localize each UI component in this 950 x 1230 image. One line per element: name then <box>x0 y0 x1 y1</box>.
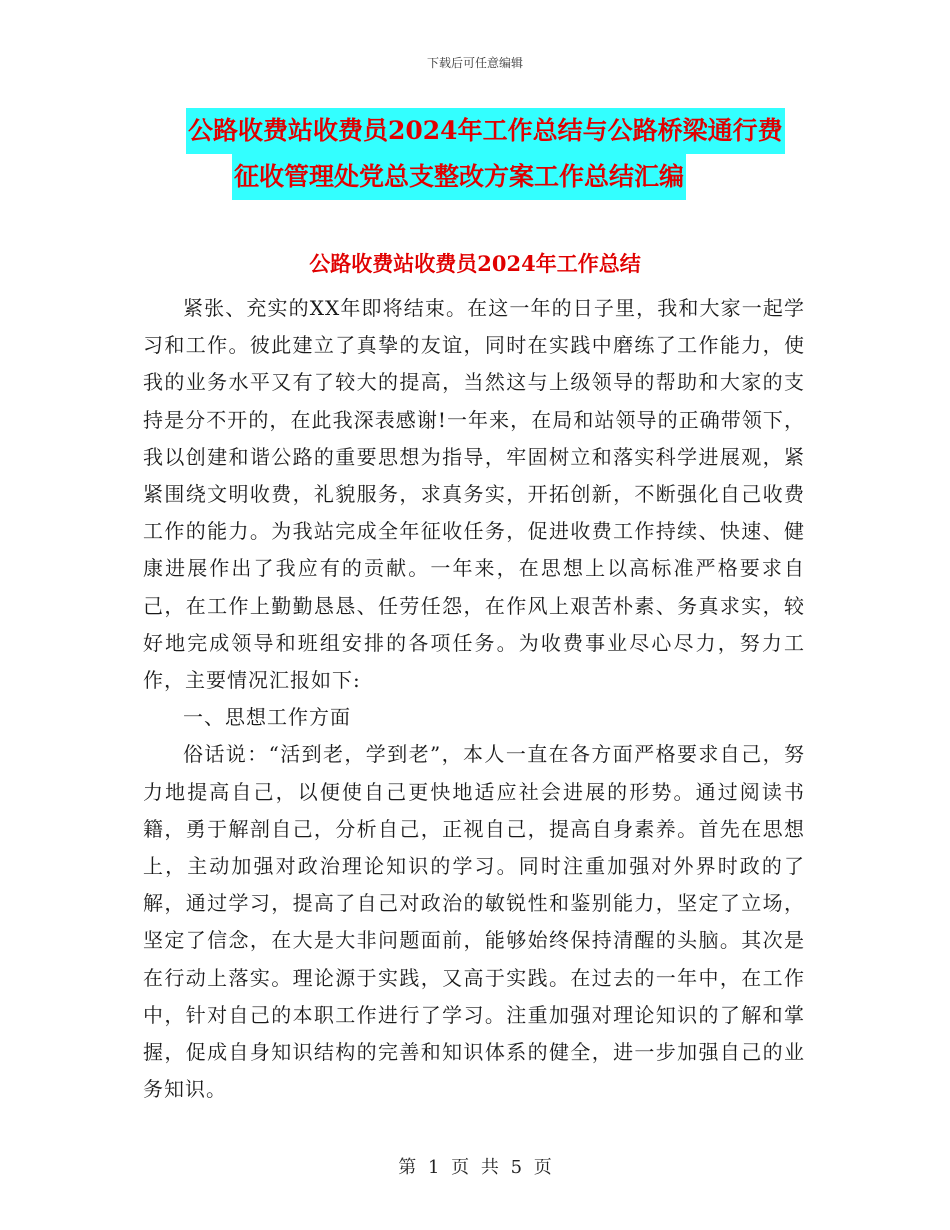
section-title: 公路收费站收费员2024年工作总结 <box>309 251 641 276</box>
document-title-line-1: 公路收费站收费员2024年工作总结与公路桥梁通行费 <box>186 108 785 154</box>
document-title-line-2: 征收管理处党总支整改方案工作总结汇编 <box>232 154 686 200</box>
header-note: 下载后可任意编辑 <box>426 56 523 70</box>
paragraph-intro: 紧张、充实的XX年即将结束。在这一年的日子里，我和大家一起学习和工作。彼此建立了真挚的友谊，同时在实践中磨练了工作能力，使我的业务水平又有了较大的提高，当然这与上级领导的帮助和大家的支持是分不开的，在此我深表感谢!一年来，在局和站领导的正确带领下，我以创建和谐公路的重要思想为指导，牢固树立和落实科学进展观，紧紧围绕文明收费，礼貌服务，求真务实，开拓创新，不断强化自己收费工作的能力。为我站完成全年征收任务，促进收费工作持续、快速、健康进展作出了我应有的贡献。一年来，在思想上以高标准严格要求自己，在工作上勤勤恳恳、任劳任怨，在作风上艰苦朴素、务真求实，较好地完成领导和班组安排的各项任务。为收费事业尽心尽力，努力工作，主要情况汇报如下: <box>143 296 805 693</box>
body-text <box>143 290 805 1108</box>
paragraph-heading-thought-work: 一、思想工作方面 <box>183 705 351 730</box>
page-number-footer: 第 1 页 共 5 页 <box>398 1157 552 1178</box>
paragraph-thought-work: 俗话说：“活到老，学到老”，本人一直在各方面严格要求自己，努力地提高自己，以便使自己更快地适应社会进展的形势。通过阅读书籍，勇于解剖自己，分析自己，正视自己，提高自身素养。首先在思想上，主动加强对政治理论知识的学习。同时注重加强对外界时政的了解，通过学习，提高了自己对政治的敏锐性和鉴别能力，坚定了立场，坚定了信念，在大是大非问题面前，能够始终保持清醒的头脑。其次是在行动上落实。理论源于实践，又高于实践。在过去的一年中，在工作中，针对自己的本职工作进行了学习。注重加强对理论知识的了解和掌握，促成自身知识结构的完善和知识体系的健全，进一步加强自己的业务知识。 <box>143 742 805 1102</box>
document-title <box>150 108 850 200</box>
